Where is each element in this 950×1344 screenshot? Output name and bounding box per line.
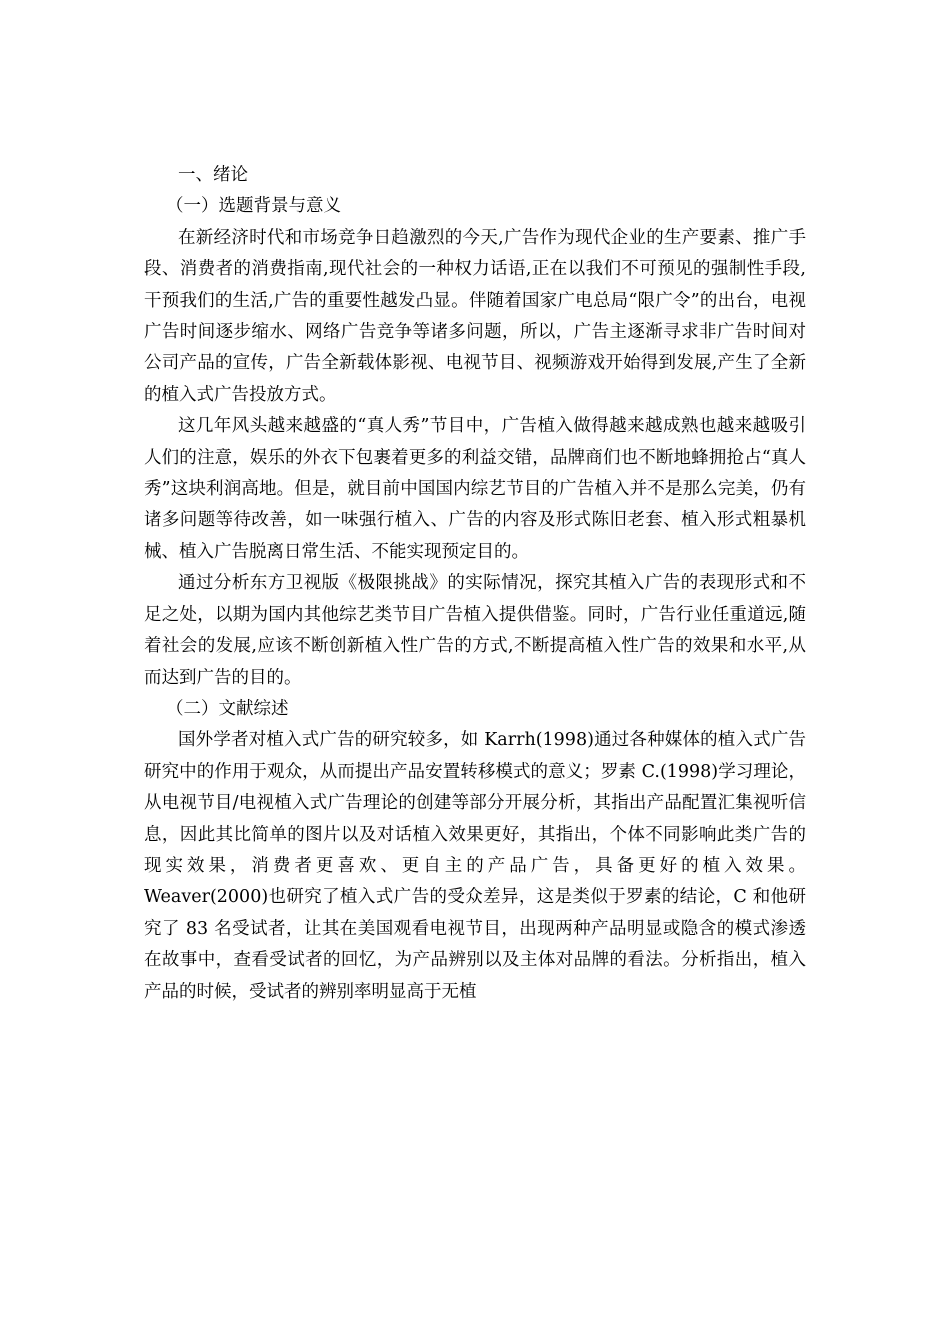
body-paragraph: 通过分析东方卫视版《极限挑战》的实际情况，探究其植入广告的表现形式和不足之处，以期为国内其他综艺类节目广告植入提供借鉴。同时，广告行业任重道远,随着社会的发展,应该不断创新植入性广告的方式,不断提高植入性广告的效果和水平,从而达到广告的目的。 [144, 573, 806, 688]
section-heading-background: （一）选题背景与意义 [166, 196, 341, 217]
body-paragraph: 在新经济时代和市场竞争日趋激烈的今天,广告作为现代企业的生产要素、推广手段、消费者的消费指南,现代社会的一种权力话语,正在以我们不可预见的强制性手段,干预我们的生活,广告的重要性越发凸显。伴随着国家广电总局“限广令”的出台，电视广告时间逐步缩水、网络广告竞争等诸多问题，所以，广告主逐渐寻求非广告时间对公司产品的宣传，广告全新载体影视、电视节目、视频游戏开始得到发展,产生了全新的植入式广告投放方式。 [144, 227, 806, 405]
body-paragraph: 国外学者对植入式广告的研究较多，如 Karrh(1998)通过各种媒体的植入式广告研究中的作用于观众，从而提出产品安置转移模式的意义；罗素 C.(1998)学习理论，从电视节目/电视植入式广告理论的创建等部分开展分析，其指出产品配置汇集视听信息，因此其比简单的图片以及对话植入效果更好，其指出，个体不同影响此类广告的现实效果，消费者更喜欢、更自主的产品广告，具备更好的植入效果。Weaver(2000)也研究了植入式广告的受众差异，这是类似于罗素的结论，C 和他研究了 83 名受试者，让其在美国观看电视节目，出现两种产品明显或隐含的模式渗透在故事中，查看受试者的回忆，为产品辨别以及主体对品牌的看法。分析指出，植入产品的时候，受试者的辨别率明显高于无植 [144, 730, 806, 1002]
chapter-heading: 一、绪论 [178, 165, 248, 185]
body-paragraph: 这几年风头越来越盛的“真人秀”节目中，广告植入做得越来越成熟也越来越吸引人们的注意，娱乐的外衣下包裹着更多的利益交错，品牌商们也不断地蜂拥抢占“真人秀”这块利润高地。但是，就目前中国国内综艺节目的广告植入并不是那么完美，仍有诸多问题等待改善，如一味强行植入、广告的内容及形式陈旧老套、植入形式粗暴机械、植入广告脱离日常生活、不能实现预定目的。 [144, 416, 806, 562]
document-body [144, 160, 806, 1008]
section-heading-literature-review: （二）文献综述 [166, 698, 289, 719]
